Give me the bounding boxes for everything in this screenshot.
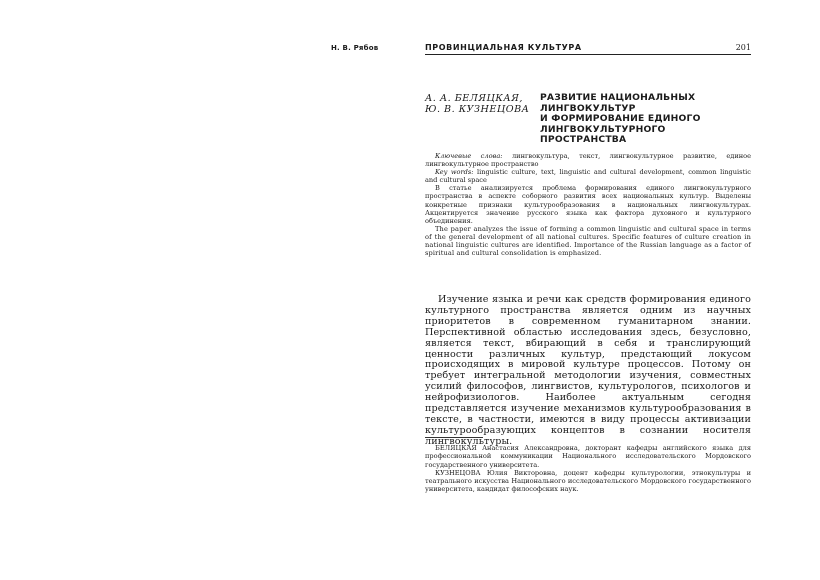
body-paragraph: Изучение языка и речи как средств формирования единого культурного пространства является одним из научных приоритетов в современном гуманитарном знании. Перспективной областью исследования здесь, безусловно, является текст, вбирающий в себя и транслирующий ценности различных культур, предстающий локусом происходящих в мировой культуре процессов. Потому он требует интегральной методологии изучения, совместных усилий философов, лингвистов, культурологов, психологов и нейрофизиологов. Наиболее актуальным сегодня представляется изучение механизмов культурообразования в тексте, в частности, имеются в виду процессы активизации культурообразующих концептов в сознании носителя лингвокультуры.	[425, 294, 751, 447]
left-page-author-header: Н. В. Рябов	[331, 44, 379, 52]
author-name: Ю. В. КУЗНЕЦОВА	[425, 103, 530, 115]
title-line: ПРОСТРАНСТВА	[540, 134, 627, 145]
title-line: ЛИНГВОКУЛЬТУРНОГО	[540, 123, 666, 135]
author-name: А. А. БЕЛЯЦКАЯ,	[425, 93, 523, 104]
keywords-en-text: linguistic culture, text, linguistic and cultural development, common linguistic and cultural space	[425, 168, 751, 185]
article-authors	[425, 94, 537, 115]
title-line: И ФОРМИРОВАНИЕ ЕДИНОГО	[540, 113, 701, 124]
title-line: РАЗВИТИЕ НАЦИОНАЛЬНЫХ	[540, 92, 696, 103]
running-header	[425, 43, 751, 55]
author-footnotes	[425, 444, 751, 494]
abstract-ru: В статье анализируется проблема формирования единого лингвокультурного пространства в аспекте соборного развития всех национальных культур. Выделены конкретные признаки культурообразования в национальных лингвокультурах. Акцентируется значение русского языка как фактора духовного и культурного объединения.	[425, 184, 751, 225]
journal-section-title: ПРОВИНЦИАЛЬНАЯ КУЛЬТУРА	[425, 43, 582, 52]
footnote-author-1: БЕЛЯЦКАЯ Анастасия Александровна, докторант кафедры английского языка для профессиональной коммуникации Национального исследовательского Мордовского государственного университета.	[425, 444, 751, 469]
footnote-author-2: КУЗНЕЦОВА Юлия Викторовна, доцент кафедры культурологии, этнокультуры и театрального искусства Национального исследовательского Мордовского государственного университета, кандидат философских наук.	[425, 468, 751, 494]
title-line: ЛИНГВОКУЛЬТУР	[540, 102, 636, 114]
article-title	[540, 93, 750, 146]
abstract-en: The paper analyzes the issue of forming a common linguistic and cultural space in terms of the general development of all national cultures. Specific features of culture creation in national linguistic cultures are identified. Importance of the Russian language as a factor of spiritual and cultural consolidation is emphasized.	[425, 224, 751, 258]
keywords-ru	[425, 152, 751, 168]
keywords-ru-label: Ключевые слова:	[435, 152, 503, 160]
keywords-ru-text: лингвокультура, текст, лингвокультурное развитие, единое лингвокультурное пространство	[425, 152, 752, 169]
page-number: 201	[735, 43, 751, 52]
keywords-en-label: Key words:	[435, 168, 474, 177]
abstract-block	[425, 152, 751, 257]
keywords-en	[425, 168, 751, 184]
footnote-divider	[425, 437, 483, 438]
